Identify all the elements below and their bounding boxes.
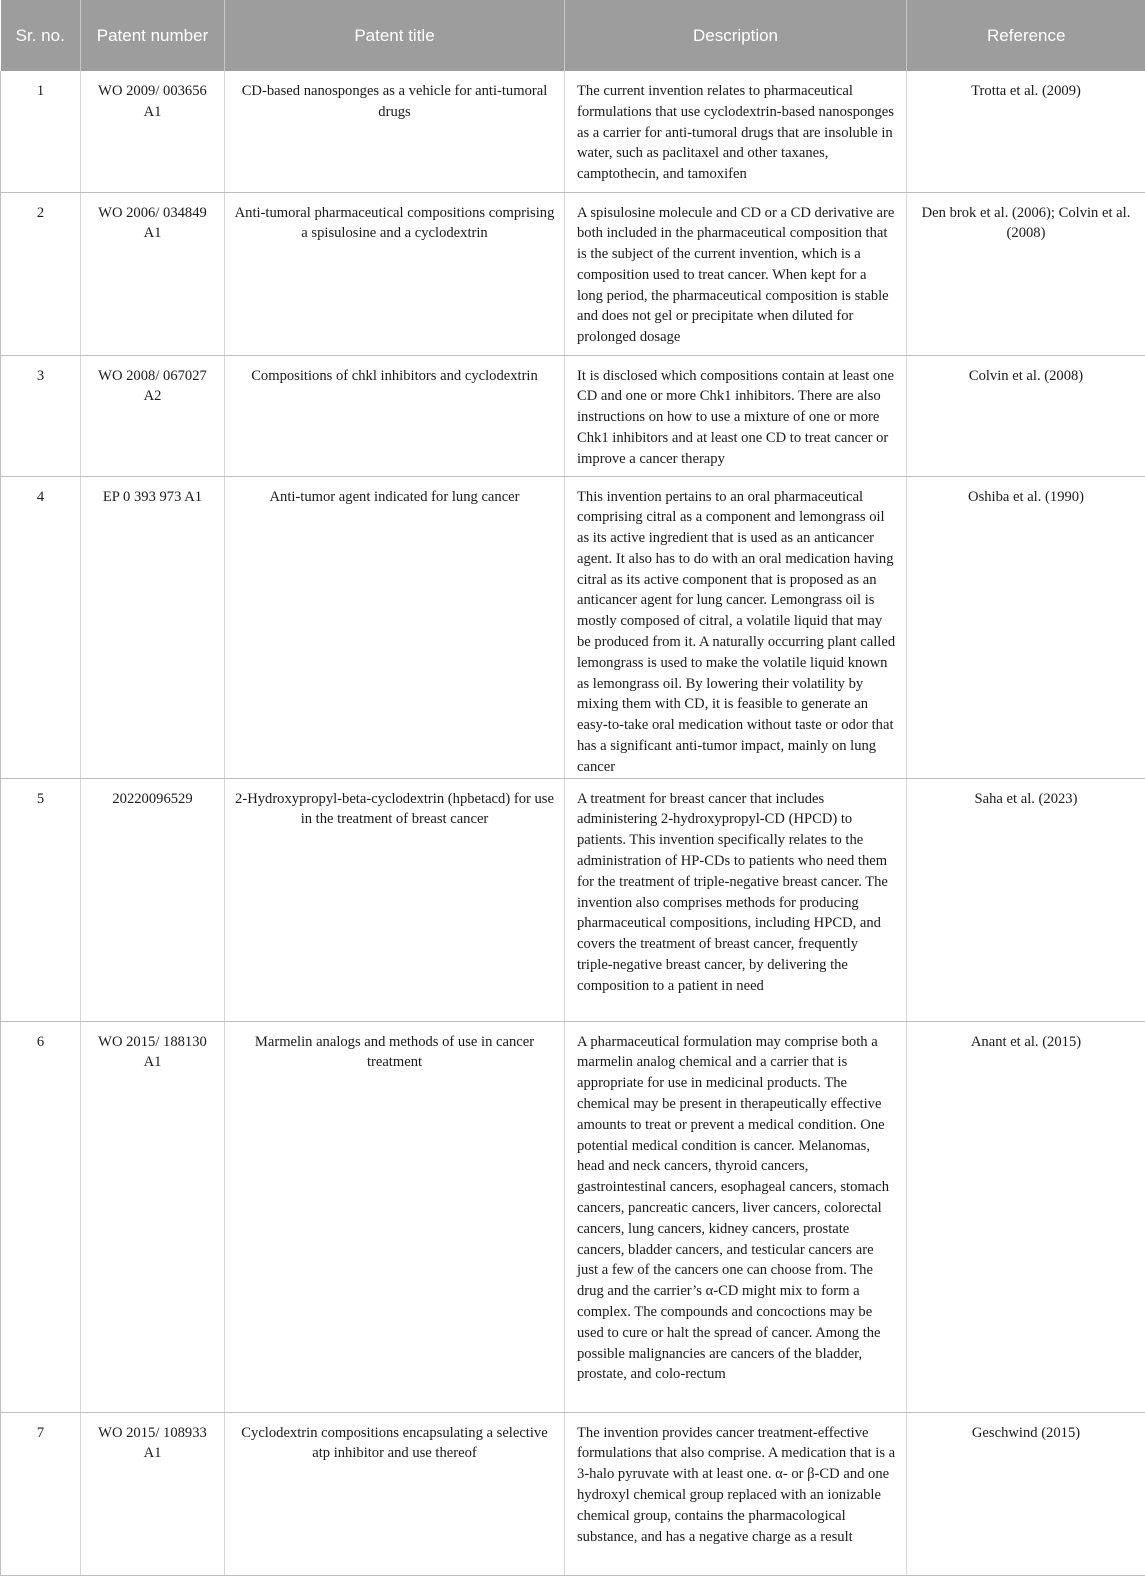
table-row — [1, 71, 1145, 192]
cell-description: A treatment for breast cancer that includes administering 2-hydroxypropyl-CD (HPCD) to patients. This invention specifically relates to the administration of HP-CDs to patients who need them for the treatment of triple-negative breast cancer. The invention also comprises methods for producing pharmaceutical compositions, including HPCD, and covers the treatment of breast cancer, frequently triple-negative breast cancer, by delivering the composition to a patient in need — [565, 778, 907, 1021]
header-row — [1, 0, 1145, 71]
header-reference: Reference — [907, 0, 1145, 71]
cell-description: The invention provides cancer treatment-effective formulations that also comprise. A medication that is a 3-halo pyruvate with at least one. α- or β-CD and one hydroxyl chemical group replaced with an ionizable chemical group, contains the pharmacological substance, and has a negative charge as a result — [565, 1412, 907, 1575]
cell-patent-number: 20220096529 — [81, 778, 225, 1021]
cell-description: A spisulosine molecule and CD or a CD derivative are both included in the pharmaceutical composition that is the subject of the current invention, which is a composition used to treat cancer. When kept for a long period, the pharmaceutical composition is stable and does not gel or precipitate when diluted for prolonged dosage — [565, 192, 907, 355]
cell-sr-no: 3 — [1, 355, 81, 476]
table-row — [1, 1412, 1145, 1575]
header-patent-number: Patent number — [81, 0, 225, 71]
cell-sr-no: 2 — [1, 192, 81, 355]
cell-patent-number: EP 0 393 973 A1 — [81, 476, 225, 778]
table-row — [1, 192, 1145, 355]
cell-sr-no: 5 — [1, 778, 81, 1021]
cell-patent-number: WO 2009/ 003656 A1 — [81, 71, 225, 192]
cell-patent-number: WO 2006/ 034849 A1 — [81, 192, 225, 355]
cell-sr-no: 6 — [1, 1021, 81, 1412]
cell-sr-no: 1 — [1, 71, 81, 192]
table-row — [1, 476, 1145, 778]
table-row — [1, 355, 1145, 476]
cell-description: This invention pertains to an oral pharmaceutical comprising citral as a component and lemongrass oil as its active ingredient that is used as an anticancer agent. It also has to do with an oral medication having citral as its active component that is proposed as an anticancer agent for lung cancer. Lemongrass oil is mostly composed of citral, a volatile liquid that may be produced from it. A naturally occurring plant called lemongrass is used to make the volatile liquid known as lemongrass oil. By lowering their volatility by mixing them with CD, it is feasible to generate an easy-to-take oral medication without taste or odor that has a significant anti-tumor impact, mainly on lung cancer — [565, 476, 907, 778]
cell-description: The current invention relates to pharmaceutical formulations that use cyclodextrin-based nanosponges as a carrier for anti-tumoral drugs that are insoluble in water, such as paclitaxel and other taxanes, camptothecin, and tamoxifen — [565, 71, 907, 192]
cell-patent-title: Cyclodextrin compositions encapsulating a selective atp inhibitor and use thereof — [225, 1412, 565, 1575]
cell-patent-title: CD-based nanosponges as a vehicle for anti-tumoral drugs — [225, 71, 565, 192]
cell-patent-number: WO 2015/ 188130 A1 — [81, 1021, 225, 1412]
cell-description: It is disclosed which compositions contain at least one CD and one or more Chk1 inhibitors. There are also instructions on how to use a mixture of one or more Chk1 inhibitors and at least one CD to treat cancer or improve a cancer therapy — [565, 355, 907, 476]
table-header — [1, 0, 1145, 71]
cell-reference: Oshiba et al. (1990) — [907, 476, 1145, 778]
header-description: Description — [565, 0, 907, 71]
cell-reference: Saha et al. (2023) — [907, 778, 1145, 1021]
cell-reference: Geschwind (2015) — [907, 1412, 1145, 1575]
cell-reference: Colvin et al. (2008) — [907, 355, 1145, 476]
cell-reference: Den brok et al. (2006); Colvin et al. (2008) — [907, 192, 1145, 355]
cell-patent-title: Marmelin analogs and methods of use in cancer treatment — [225, 1021, 565, 1412]
cell-sr-no: 4 — [1, 476, 81, 778]
header-patent-title: Patent title — [225, 0, 565, 71]
cell-patent-title: Anti-tumoral pharmaceutical compositions comprising a spisulosine and a cyclodextrin — [225, 192, 565, 355]
header-sr-no: Sr. no. — [1, 0, 81, 71]
cell-description: A pharmaceutical formulation may comprise both a marmelin analog chemical and a carrier that is appropriate for use in medicinal products. The chemical may be present in therapeutically effective amounts to treat or prevent a medical condition. One potential medical condition is cancer. Melanomas, head and neck cancers, thyroid cancers, gastrointestinal cancers, esophageal cancers, stomach cancers, pancreatic cancers, liver cancers, colorectal cancers, lung cancers, kidney cancers, prostate cancers, bladder cancers, and testicular cancers are just a few of the cancers one can choose from. The drug and the carrier’s α-CD might mix to form a complex. The compounds and concoctions may be used to cure or halt the spread of cancer. Among the possible malignancies are cancers of the bladder, prostate, and colo-rectum — [565, 1021, 907, 1412]
cell-sr-no: 7 — [1, 1412, 81, 1575]
cell-reference: Trotta et al. (2009) — [907, 71, 1145, 192]
cell-patent-title: Anti-tumor agent indicated for lung cancer — [225, 476, 565, 778]
cell-patent-title: 2-Hydroxypropyl-beta-cyclodextrin (hpbetacd) for use in the treatment of breast cancer — [225, 778, 565, 1021]
cell-patent-title: Compositions of chkl inhibitors and cyclodextrin — [225, 355, 565, 476]
table-body — [1, 71, 1145, 1575]
cell-reference: Anant et al. (2015) — [907, 1021, 1145, 1412]
cell-patent-number: WO 2008/ 067027 A2 — [81, 355, 225, 476]
table-row — [1, 778, 1145, 1021]
cell-patent-number: WO 2015/ 108933 A1 — [81, 1412, 225, 1575]
table-row — [1, 1021, 1145, 1412]
